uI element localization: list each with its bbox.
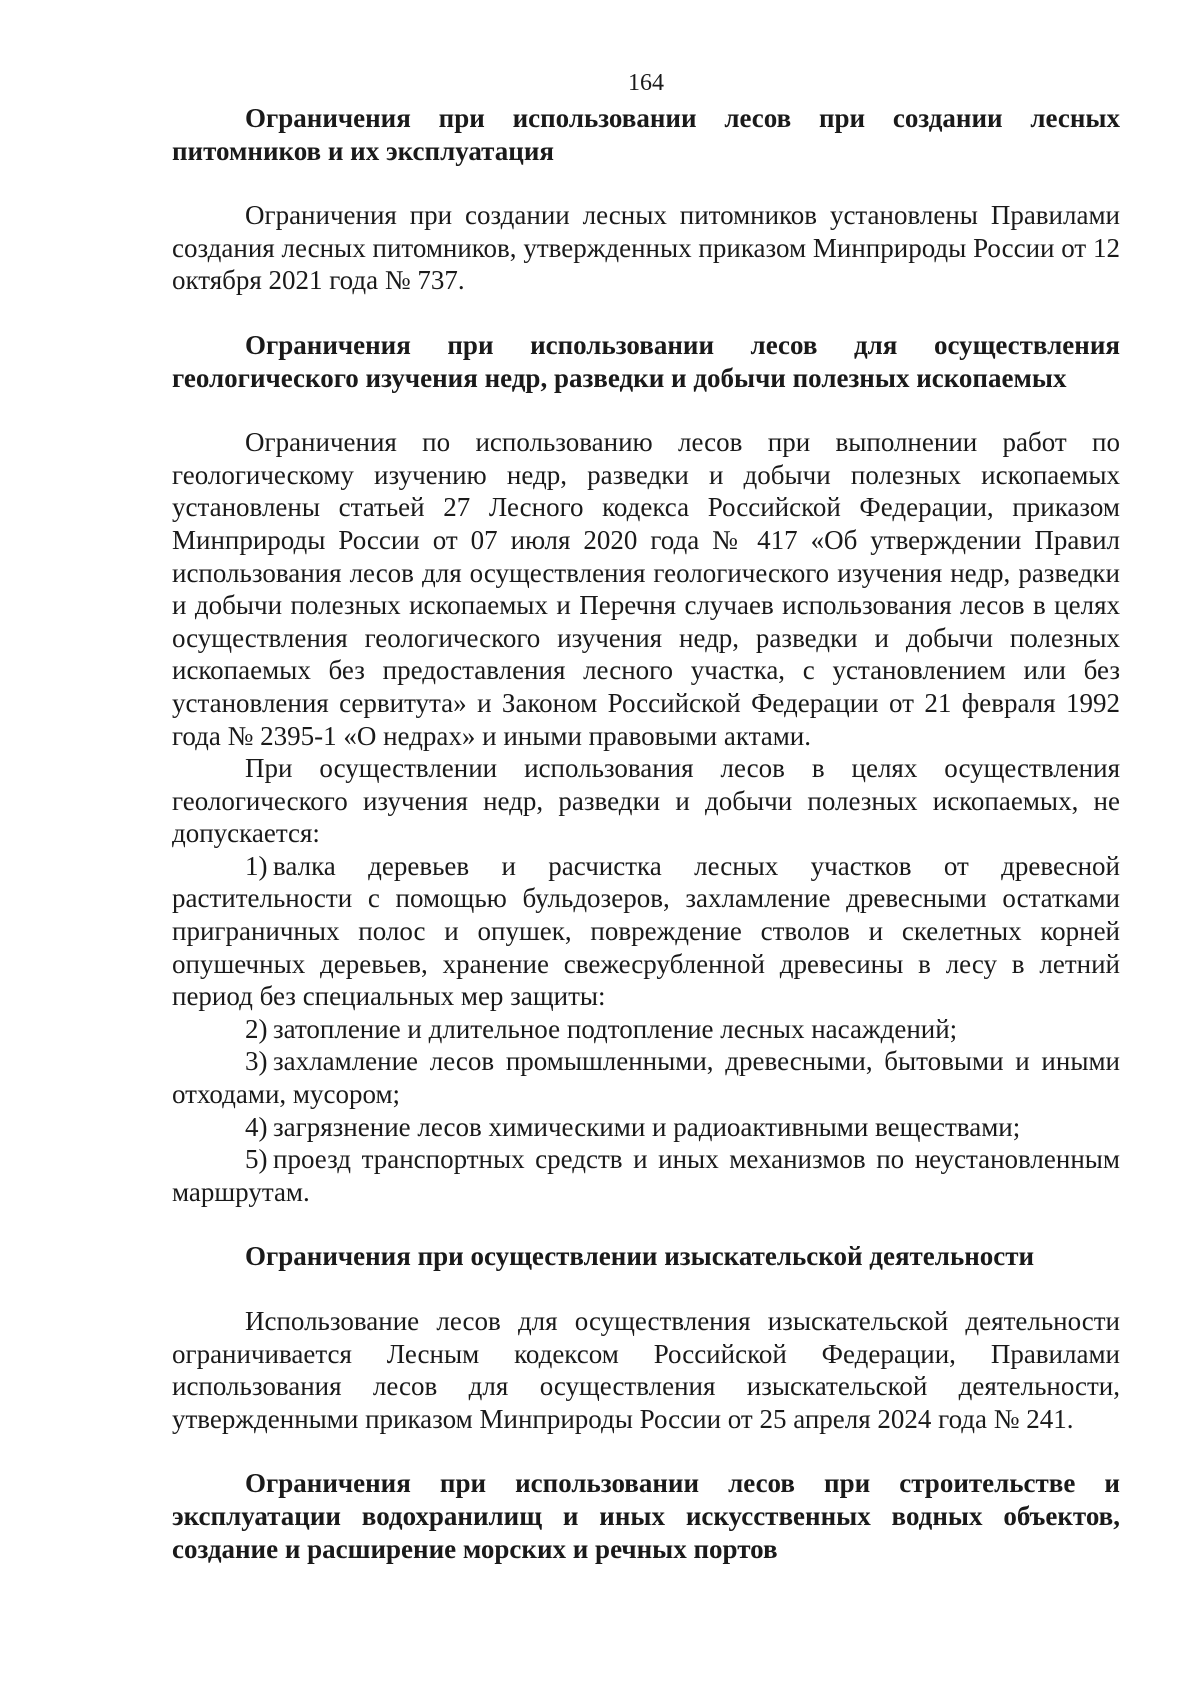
list-item (172, 1143, 1120, 1208)
list-item-text: проезд транспортных средств и иных механизмов по неустановленным маршрутам. (172, 1144, 1120, 1207)
list-item-number: 1) (245, 850, 268, 881)
list-item-text: затопление и длительное подтопление лесных насаждений; (273, 1013, 958, 1044)
list-item (172, 1013, 1120, 1046)
list-item (172, 1111, 1120, 1144)
list-item-text: валка деревьев и расчистка лесных участков от древесной растительности с помощью бульдозеров, захламление древесными остатками приграничных полос и опушек, повреждение стволов и скелетных корней опушечных деревьев, хранение свежесрубленной древесины в лесу в летний период без специальных мер защиты: (172, 850, 1120, 1012)
list-item (172, 1045, 1120, 1110)
document-page (172, 68, 1120, 1565)
section-heading-nurseries: Ограничения при использовании лесов при создании лесных питомников и их эксплуатация (172, 103, 1120, 166)
list-item (172, 850, 1120, 1013)
paragraph-survey: Использование лесов для осуществления изыскательской деятельности ограничивается Лесным кодексом Российской Федерации, Правилами использования лесов для осуществления изыскательской деятельности, утвержденными приказом Минприроды России от 25 апреля 2024 года № 241. (172, 1306, 1120, 1434)
list-item-text: захламление лесов промышленными, древесными, бытовыми и иными отходами, мусором; (172, 1046, 1120, 1110)
list-item-number: 5) (245, 1144, 268, 1175)
section-heading-survey: Ограничения при осуществлении изыскательской деятельности (245, 1241, 1035, 1272)
list-item-number: 3) (245, 1046, 268, 1077)
section-heading-geology: Ограничения при использовании лесов для осуществления геологического изучения недр, разведки и добычи полезных ископаемых (172, 329, 1120, 393)
paragraph-nurseries: Ограничения при создании лесных питомников установлены Правилами создания лесных питомников, утвержденных приказом Минприроды России от 12 октября 2021 года № 737. (172, 200, 1120, 296)
section-heading-reservoirs: Ограничения при использовании лесов при строительстве и эксплуатации водохранилищ и иных искусственных водных объектов, создание и расширение морских и речных портов (172, 1468, 1120, 1564)
page-number: 164 (628, 70, 664, 96)
list-item-text: загрязнение лесов химическими и радиоактивными веществами; (273, 1111, 1021, 1142)
list-item-number: 2) (245, 1013, 268, 1044)
paragraph-geology-not-allowed: При осуществлении использования лесов в целях осуществления геологического изучения недр, разведки и добычи полезных ископаемых, не допускается: (172, 753, 1120, 849)
list-item-number: 4) (245, 1111, 268, 1142)
paragraph-geology-restrictions: Ограничения по использованию лесов при выполнении работ по геологическому изучению недр, разведки и добычи полезных ископаемых установлены статьей 27 Лесного кодекса Российской Федерации, приказом Минприроды России от 07 июля 2020 года № 417 «Об утверждении Правил использования лесов для осуществления геологического изучения недр, разведки и добычи полезных ископаемых и Перечня случаев использования лесов в целях осуществления геологического изучения недр, разведки и добычи полезных ископаемых без предоставления лесного участка, с установлением или без установления сервитута» и Законом Российской Федерации от 21 февраля 1992 года № 2395-1 «О недрах» и иными правовыми актами. (172, 427, 1120, 751)
